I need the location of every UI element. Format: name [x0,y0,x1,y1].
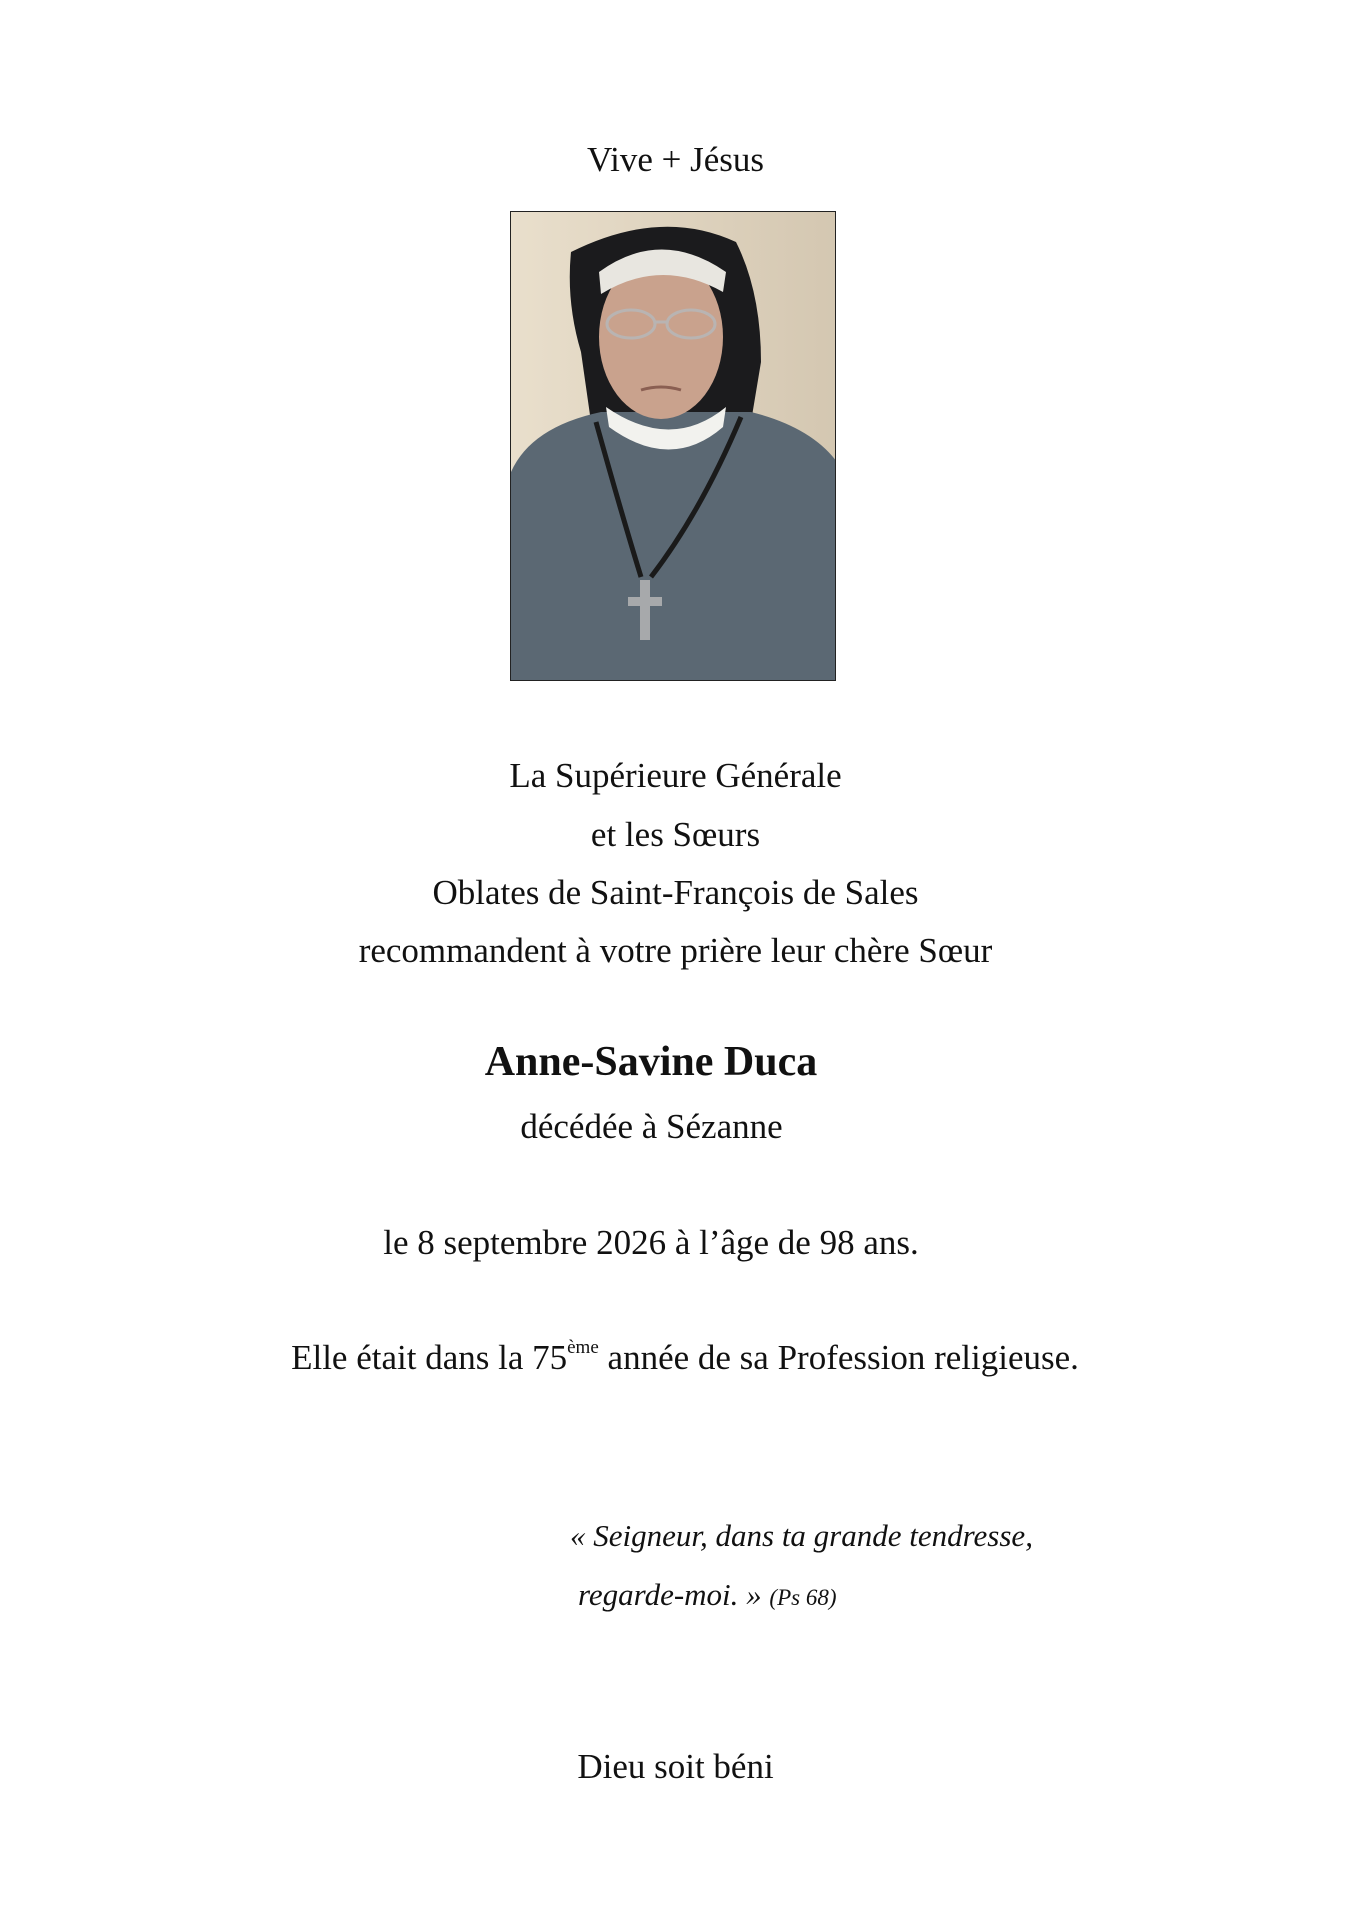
profession-ordinal-suffix: ème [567,1337,599,1358]
intro-line-4: recommandent à votre prière leur chère Sœur [358,931,993,970]
header-text: Vive + Jésus [586,140,765,179]
quote-line-2-text: regarde-moi. » [578,1577,762,1612]
quote-line-1: « Seigneur, dans ta grande tendresse, [570,1518,1033,1553]
footer-text: Dieu soit béni [577,1747,774,1786]
death-place: décédée à Sézanne [520,1107,783,1146]
quote-reference: (Ps 68) [769,1585,837,1610]
intro-line-1: La Supérieure Générale [509,756,842,795]
intro-line-3: Oblates de Saint-François de Sales [432,873,919,912]
profession-before: Elle était dans la 75 [291,1338,568,1377]
portrait-photo [510,211,836,681]
profession-after: année de sa Profession religieuse. [598,1338,1079,1377]
quote-line-2 [578,1577,837,1613]
profession-line [0,1338,1351,1378]
deceased-name: Anne-Savine Duca [484,1039,818,1085]
intro-line-2: et les Sœurs [590,815,761,854]
death-date: le 8 septembre 2026 à l’âge de 98 ans. [383,1223,919,1262]
